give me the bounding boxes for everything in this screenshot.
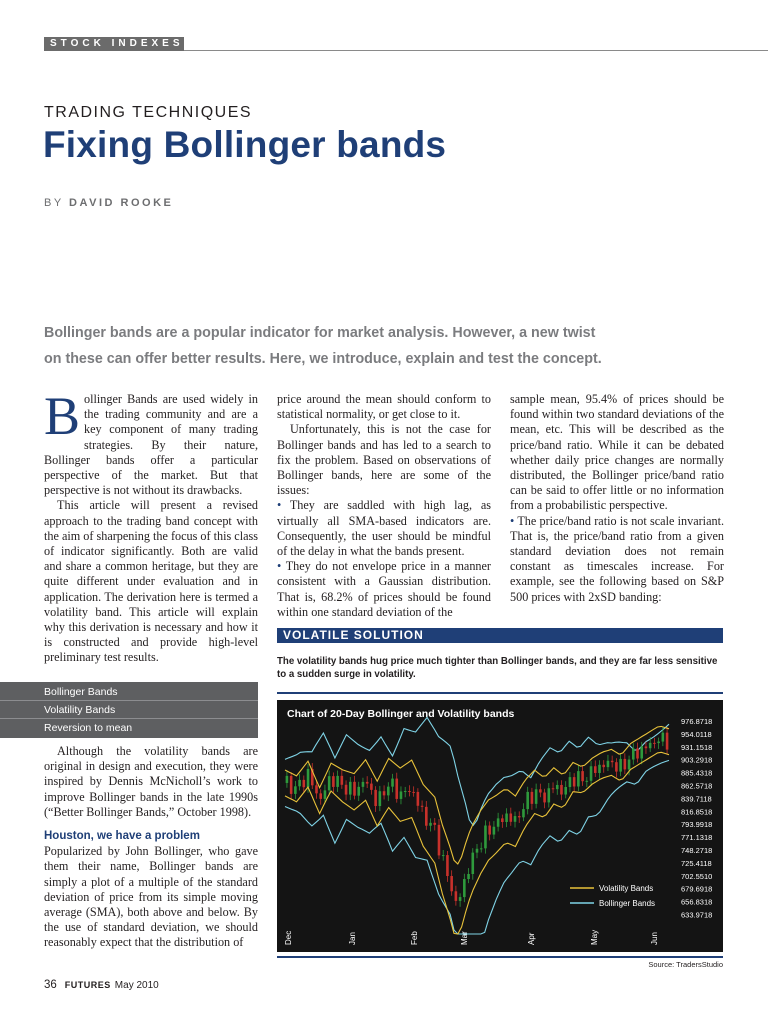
candle-body — [476, 849, 479, 853]
keyword-item: Bollinger Bands — [44, 686, 118, 698]
chart-section-header — [277, 628, 723, 643]
candle-body — [628, 760, 631, 770]
section-tag — [44, 37, 184, 51]
y-tick-label: 656.8318 — [681, 897, 713, 907]
x-tick-label: May — [590, 929, 599, 945]
candle-body — [450, 876, 453, 891]
candle-body — [315, 785, 318, 793]
bullet-icon: • — [277, 498, 282, 513]
candle-body — [319, 793, 322, 799]
y-tick-label: 679.6918 — [681, 884, 713, 894]
candle-body — [586, 781, 589, 782]
candle-body — [286, 776, 289, 783]
chart-rule-top — [277, 692, 723, 694]
candle-body — [353, 782, 356, 796]
y-tick-label: 885.4318 — [681, 768, 713, 778]
deck-line-1: Bollinger bands are a popular indicator for market analysis. However, a new twist — [44, 325, 596, 341]
candle-body — [429, 823, 432, 826]
candle-body — [438, 825, 441, 856]
subhead: Houston, we have a problem — [44, 830, 200, 843]
paragraph: price around the mean should conform to statistical normality, or get close to it. — [277, 392, 491, 422]
y-tick-label: 702.5510 — [681, 871, 713, 881]
page-footer — [44, 979, 159, 991]
bullet-text: The price/band ratio is not scale invariant. That is, the price/band ratio from a given standard deviation does not remain constant as timescales increase. For example, see the following based on S&P 500 prices with 2xSD banding: — [510, 513, 725, 604]
byline — [44, 197, 173, 209]
keyword-row — [0, 701, 258, 719]
y-tick-label: 725.4118 — [681, 858, 712, 868]
candle-body — [564, 787, 567, 795]
candle-body — [662, 733, 665, 742]
candle-body — [590, 766, 593, 781]
section-label: STOCK INDEXES — [50, 38, 184, 49]
candle-body — [539, 789, 542, 792]
candle-body — [531, 792, 534, 804]
y-tick-label: 793.9918 — [681, 820, 713, 830]
candle-body — [556, 785, 559, 789]
candle-body — [666, 733, 669, 750]
candle-body — [395, 779, 398, 799]
drop-cap: B — [44, 386, 81, 446]
candle-body — [640, 746, 643, 758]
candle-body — [425, 807, 428, 826]
candle-body — [624, 759, 627, 770]
candle-body — [298, 780, 301, 786]
paragraph: Although the volatility bands are original in design and execution, they were inspired by Dennis McNicholl’s work to improve Bollinger bands in the late 1990s (“Better Bollinger Bands,” October 1998). — [44, 744, 258, 819]
paragraph: Unfortunately, this is not the case for Bollinger bands and has led to a search to fix the problem. Based on observations of Bollinger bands, here are some of the issues: — [277, 422, 491, 498]
author-name: DAVID ROOKE — [69, 197, 174, 209]
candle-body — [581, 771, 584, 781]
y-tick-label: 862.5718 — [681, 781, 713, 791]
bullet-icon: • — [510, 513, 515, 528]
bullet-item — [277, 559, 491, 620]
body-column-2 — [277, 392, 491, 620]
candle-body — [442, 855, 445, 856]
candle-body — [653, 743, 656, 744]
candle-body — [374, 790, 377, 806]
candle-body — [294, 786, 297, 794]
y-tick-label: 816.8518 — [681, 807, 713, 817]
keyword-item: Reversion to mean — [44, 722, 133, 734]
keyword-row — [0, 683, 258, 701]
candle-body — [488, 826, 491, 835]
candle-body — [467, 874, 470, 879]
candle-body — [602, 765, 605, 767]
candle-body — [290, 776, 293, 794]
chart-rule-bottom — [277, 956, 723, 958]
candle-body — [526, 792, 529, 809]
bollinger-upper-band — [285, 718, 669, 826]
candle-body — [657, 742, 660, 744]
candle-body — [366, 782, 369, 784]
candle-body — [463, 879, 466, 897]
candle-body — [328, 776, 331, 790]
candle-body — [455, 891, 458, 901]
x-tick-label: Apr — [527, 932, 536, 945]
article-kicker: TRADING TECHNIQUES — [44, 104, 253, 121]
candle-body — [303, 780, 306, 787]
body-column-1 — [44, 386, 258, 666]
candle-body — [552, 788, 555, 789]
candle-body — [391, 779, 394, 787]
paragraph: Popularized by John Bollinger, who gave them their name, Bollinger bands are simply a plot of a multiple of the standard deviation of price from its simple moving average (SMA), both above and below. By the use of standard deviation, we should reasonably expect that the distribution of — [44, 844, 258, 950]
candle-body — [594, 766, 597, 773]
legend-label-volatility: Volatility Bands — [599, 884, 654, 893]
candle-body — [417, 792, 420, 806]
x-tick-label: Dec — [284, 930, 293, 945]
deck-line-2: on these can offer better results. Here, we introduce, explain and test the concept. — [44, 351, 602, 367]
candle-body — [345, 785, 348, 795]
candle-body — [341, 776, 344, 785]
candle-body — [518, 816, 521, 817]
bullet-icon: • — [277, 559, 282, 574]
y-tick-label: 931.1518 — [681, 742, 713, 752]
bullet-item — [277, 498, 491, 559]
candle-body — [577, 771, 580, 786]
candle-body — [611, 761, 614, 762]
y-tick-label: 839.7118 — [681, 794, 712, 804]
candle-body — [535, 789, 538, 804]
candle-body — [649, 743, 652, 748]
candle-body — [349, 782, 352, 795]
candle-body — [400, 791, 403, 798]
candle-body — [548, 788, 551, 802]
candle-body — [505, 813, 508, 822]
paragraph — [44, 386, 258, 498]
candle-body — [336, 776, 339, 787]
byline-prefix: BY — [44, 197, 64, 209]
article-title: Fixing Bollinger bands — [43, 124, 447, 165]
candle-body — [573, 777, 576, 786]
candle-body — [636, 748, 639, 758]
paragraph: This article will present a revised approach to the trading band concept with the aim of sharpening the focus of this class of indicator significantly. Both are valid and share a common heritage, but they are quite different under evaluation and in application. The derivation here is termed a volatility band. This article will explain why this derivation is necessary and how it is constructed and provide high-level preliminary test results. — [44, 498, 258, 665]
magazine-name: FUTURES — [64, 980, 111, 990]
candle-body — [387, 787, 390, 796]
candle-body — [459, 897, 462, 901]
candle-body — [493, 827, 496, 835]
keyword-row — [0, 719, 258, 736]
y-tick-label: 771.1318 — [681, 833, 713, 843]
page-number: 36 — [44, 979, 57, 991]
body-column-1-continued — [44, 744, 258, 951]
candle-body — [421, 806, 424, 807]
candle-body — [307, 769, 310, 787]
y-tick-label: 976.8718 — [681, 717, 713, 726]
chart-title: Chart of 20-Day Bollinger and Volatility bands — [287, 708, 515, 720]
keyword-box — [0, 682, 258, 738]
candle-body — [383, 791, 386, 795]
issue-date: May 2010 — [114, 980, 159, 991]
x-tick-label: Jan — [348, 932, 357, 945]
candle-body — [324, 790, 327, 799]
y-tick-label: 954.0118 — [681, 729, 712, 739]
y-tick-label: 748.2718 — [681, 846, 713, 855]
bullet-item — [510, 514, 724, 605]
paragraph: sample mean, 95.4% of prices should be found within two standard deviations of the mean, etc. This will be described as the price/band ratio. While it can be debated whether daily price changes are normally distributed, the Bollinger price/band ratio can be said to offer little or no information from a probabilistic perspective. — [510, 392, 724, 513]
article-deck — [44, 320, 734, 372]
bullet-text: They are saddled with high lag, as virtually all SMA-based indicators are. Consequently, the user should be mindful of the delay in what the bands present. — [277, 498, 491, 559]
candle-body — [404, 791, 407, 792]
candle-body — [501, 818, 504, 822]
chart-caption: The volatility bands hug price much tighter than Bollinger bands, and they are far less sensitive to a sudden surge in volatility. — [277, 656, 718, 680]
keyword-item: Volatility Bands — [44, 704, 116, 716]
candle-body — [560, 785, 563, 795]
x-tick-label: Jun — [650, 932, 659, 945]
legend-label-bollinger: Bollinger Bands — [599, 899, 656, 908]
y-tick-label: 903.2918 — [681, 755, 713, 765]
candle-body — [645, 746, 648, 748]
x-tick-label: Feb — [410, 931, 419, 945]
candle-body — [619, 759, 622, 772]
candle-body — [497, 818, 500, 826]
candle-body — [480, 848, 483, 849]
candle-body — [408, 791, 411, 792]
candle-body — [522, 809, 525, 817]
candle-body — [615, 762, 618, 771]
bullet-text: They do not envelope price in a manner consistent with a Gaussian distribution. That is, 68.2% of prices should be found within one standard deviation of the — [277, 559, 491, 619]
candle-body — [484, 826, 487, 849]
candle-body — [446, 855, 449, 876]
chart-panel — [277, 700, 723, 952]
chart-source: Source: TradersStudio — [648, 960, 723, 969]
candle-body — [569, 777, 572, 787]
candle-body — [598, 765, 601, 773]
candle-body — [370, 784, 373, 790]
candle-body — [607, 761, 610, 767]
body-column-3 — [510, 392, 724, 605]
candle-body — [514, 816, 517, 822]
candle-body — [379, 791, 382, 806]
candle-body — [509, 813, 512, 821]
candle-body — [471, 853, 474, 874]
candle-body — [412, 792, 415, 793]
candle-body — [632, 748, 635, 759]
candle-body — [543, 793, 546, 803]
candle-body — [362, 782, 365, 787]
y-tick-label: 633.9718 — [681, 910, 713, 920]
candle-body — [357, 787, 360, 796]
section-rule — [184, 50, 768, 51]
paragraph-text: ollinger Bands are used widely in the trading community and are a key component of many trading strategies. By their nature, Bollinger bands offer a particular perspective of the market. But that perspective is not without its drawbacks. — [44, 392, 258, 498]
candle-body — [433, 823, 436, 825]
candle-body — [332, 776, 335, 787]
x-tick-label: Mar — [460, 931, 469, 945]
chart-svg — [277, 700, 723, 952]
chart-section-title: VOLATILE SOLUTION — [283, 628, 424, 642]
